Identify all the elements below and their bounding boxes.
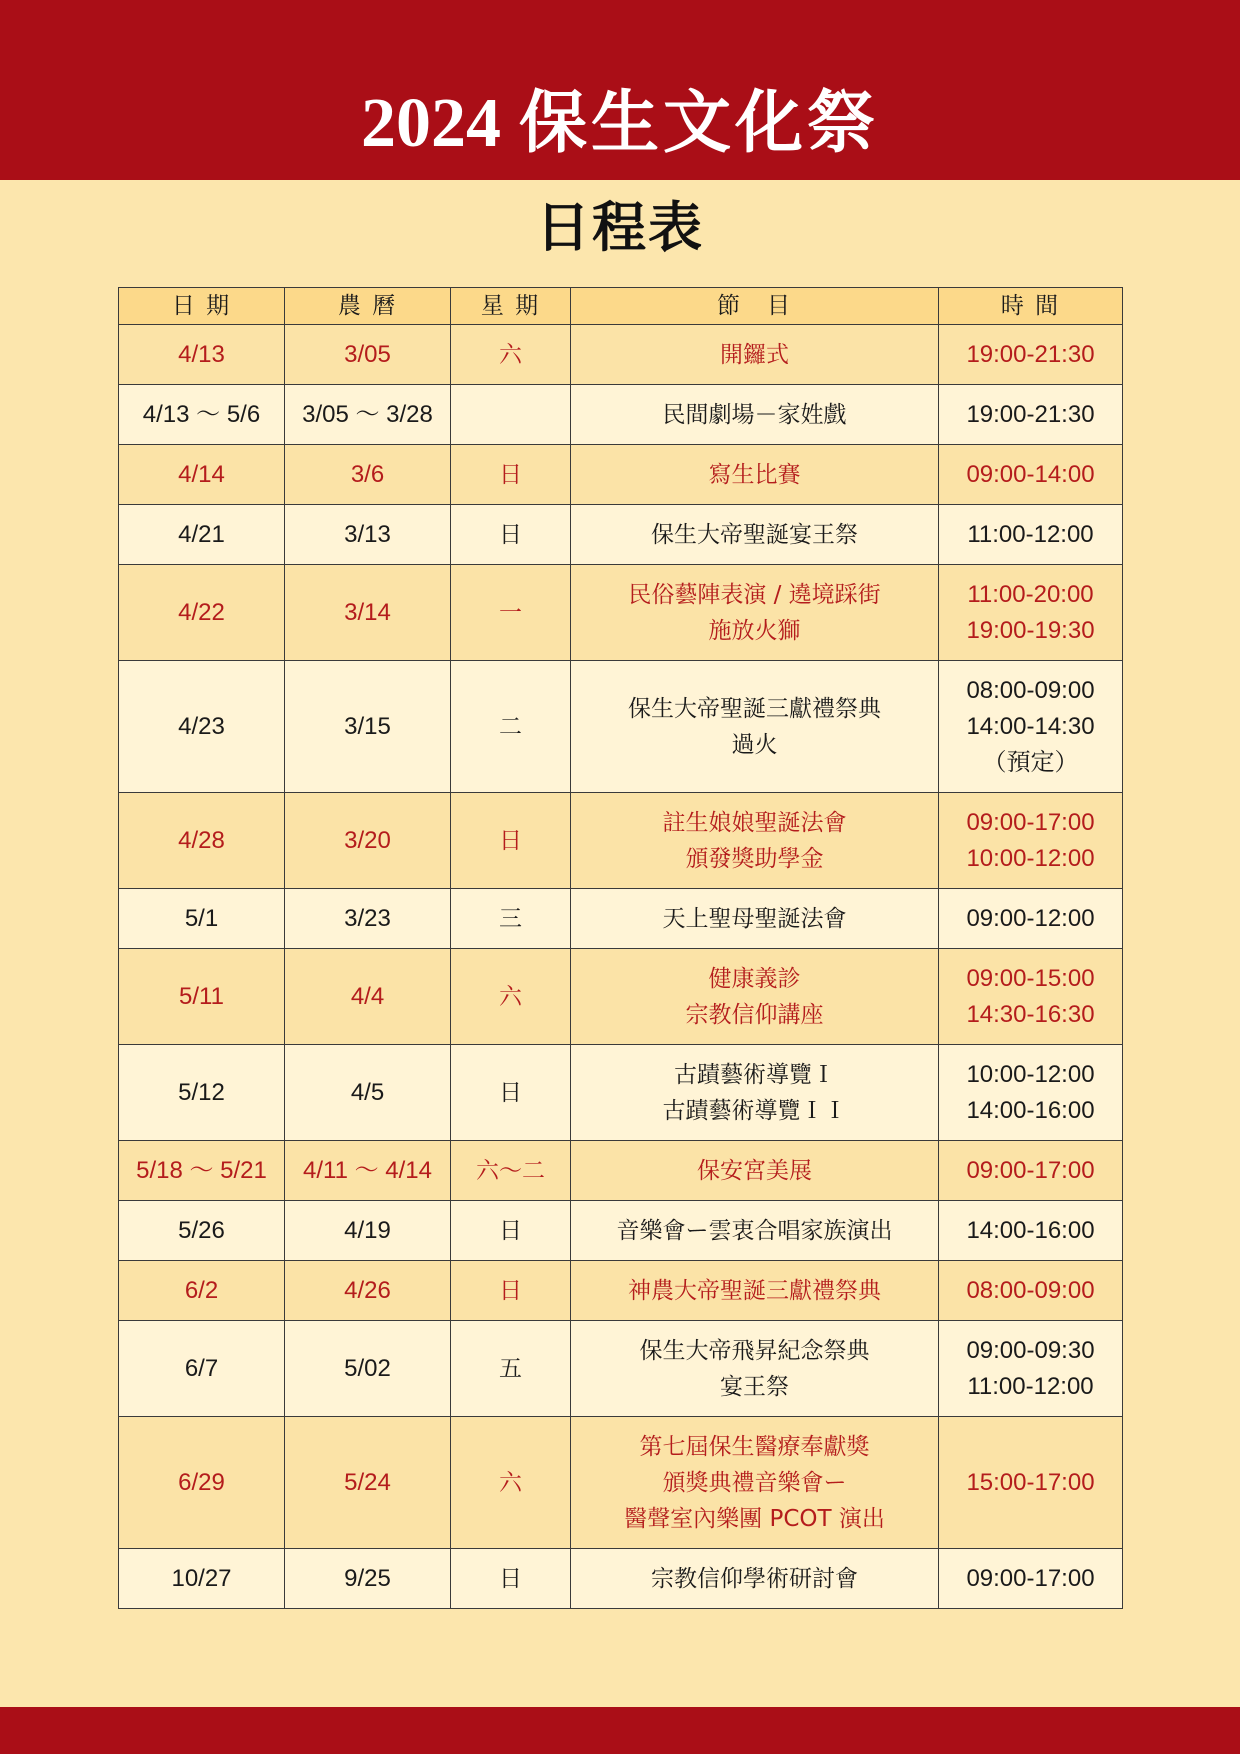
- time-line: 19:00-21:30: [966, 400, 1095, 428]
- table-header-row: [119, 288, 1123, 325]
- cell-date: 6/7: [119, 1321, 285, 1417]
- program-line: 宗教信仰學術研討會: [651, 1565, 858, 1592]
- table-row: [119, 889, 1123, 949]
- table-row: [119, 565, 1123, 661]
- time-line: 09:00-12:00: [966, 904, 1095, 932]
- cell-time: [939, 1141, 1123, 1201]
- column-header-program: 節 目: [571, 288, 939, 325]
- time-line: 09:00-15:00: [966, 964, 1095, 992]
- time-line: 08:00-09:00: [966, 1276, 1095, 1304]
- table-row: [119, 385, 1123, 445]
- table-row: [119, 1045, 1123, 1141]
- cell-weekday: 六: [451, 1417, 571, 1549]
- cell-weekday: 一: [451, 565, 571, 661]
- cell-time: [939, 661, 1123, 793]
- cell-time: [939, 325, 1123, 385]
- time-line: 19:00-21:30: [966, 340, 1095, 368]
- program-line: 音樂會ー雲衷合唱家族演出: [616, 1217, 893, 1244]
- cell-date: 5/11: [119, 949, 285, 1045]
- program-line: 健康義診: [708, 965, 801, 992]
- table-row: [119, 445, 1123, 505]
- cell-date: 5/1: [119, 889, 285, 949]
- time-line: 09:00-17:00: [966, 1564, 1095, 1592]
- cell-program: [571, 793, 939, 889]
- cell-weekday: [451, 385, 571, 445]
- cell-lunar: 4/11 ～ 4/14: [285, 1141, 451, 1201]
- cell-date: 4/21: [119, 505, 285, 565]
- table-row: [119, 793, 1123, 889]
- table-row: [119, 1141, 1123, 1201]
- program-line: 神農大帝聖誕三獻禮祭典: [628, 1277, 881, 1304]
- cell-weekday: 五: [451, 1321, 571, 1417]
- program-line: 民俗藝陣表演 / 遶境踩街: [628, 581, 881, 608]
- time-line: 14:30-16:30: [966, 1000, 1095, 1028]
- program-line: 天上聖母聖誕法會: [662, 905, 847, 932]
- cell-time: [939, 793, 1123, 889]
- cell-program: [571, 1201, 939, 1261]
- cell-program: [571, 661, 939, 793]
- cell-weekday: 三: [451, 889, 571, 949]
- program-line: 頒發獎助學金: [685, 845, 824, 872]
- title-name: 保生文化祭: [518, 83, 879, 163]
- column-header-lunar: 農 曆: [285, 288, 451, 325]
- cell-date: 5/12: [119, 1045, 285, 1141]
- cell-date: 4/13 ～ 5/6: [119, 385, 285, 445]
- cell-program: [571, 949, 939, 1045]
- cell-lunar: 9/25: [285, 1549, 451, 1609]
- cell-weekday: 日: [451, 1045, 571, 1141]
- table-row: [119, 1549, 1123, 1609]
- cell-time: [939, 1045, 1123, 1141]
- program-line: 醫聲室內樂團 PCOT 演出: [624, 1505, 885, 1532]
- cell-weekday: 日: [451, 1261, 571, 1321]
- cell-time: [939, 385, 1123, 445]
- cell-date: 4/14: [119, 445, 285, 505]
- cell-time: [939, 505, 1123, 565]
- program-line: 宴王祭: [720, 1373, 789, 1400]
- table-row: [119, 661, 1123, 793]
- time-line: （預定）: [982, 748, 1079, 776]
- table-row: [119, 949, 1123, 1045]
- cell-program: [571, 1141, 939, 1201]
- table-row: [119, 505, 1123, 565]
- program-line: 寫生比賽: [708, 461, 801, 488]
- program-line: 保生大帝聖誕三獻禮祭典: [628, 695, 881, 722]
- cell-weekday: 日: [451, 1201, 571, 1261]
- cell-lunar: 4/26: [285, 1261, 451, 1321]
- time-line: 14:00-14:30: [966, 712, 1095, 740]
- time-line: 09:00-09:30: [966, 1336, 1095, 1364]
- cell-time: [939, 445, 1123, 505]
- cell-lunar: 5/02: [285, 1321, 451, 1417]
- cell-date: 5/26: [119, 1201, 285, 1261]
- program-line: 古蹟藝術導覽ＩＩ: [662, 1097, 847, 1124]
- cell-date: 6/29: [119, 1417, 285, 1549]
- program-line: 民間劇場－家姓戲: [662, 401, 847, 428]
- time-line: 08:00-09:00: [966, 676, 1095, 704]
- program-line: 施放火獅: [708, 617, 801, 644]
- cell-program: [571, 1417, 939, 1549]
- program-line: 開鑼式: [720, 341, 789, 368]
- page-subtitle: 日程表: [536, 195, 704, 259]
- cell-date: 4/28: [119, 793, 285, 889]
- program-line: 保生大帝飛昇紀念祭典: [639, 1337, 870, 1364]
- cell-lunar: 4/5: [285, 1045, 451, 1141]
- cell-time: [939, 1417, 1123, 1549]
- time-line: 09:00-17:00: [966, 808, 1095, 836]
- cell-program: [571, 505, 939, 565]
- program-line: 宗教信仰講座: [685, 1001, 824, 1028]
- time-line: 11:00-12:00: [967, 1372, 1094, 1400]
- table-row: [119, 1417, 1123, 1549]
- table-row: [119, 325, 1123, 385]
- program-line: 頒獎典禮音樂會ー: [662, 1469, 847, 1496]
- cell-lunar: 3/14: [285, 565, 451, 661]
- cell-lunar: 4/19: [285, 1201, 451, 1261]
- cell-lunar: 3/05 ～ 3/28: [285, 385, 451, 445]
- cell-time: [939, 565, 1123, 661]
- time-line: 10:00-12:00: [966, 844, 1095, 872]
- table-row: [119, 1201, 1123, 1261]
- column-header-date: 日 期: [119, 288, 285, 325]
- cell-time: [939, 1549, 1123, 1609]
- schedule-table: [118, 287, 1123, 1609]
- schedule-body: [119, 325, 1123, 1609]
- cell-date: 6/2: [119, 1261, 285, 1321]
- program-line: 古蹟藝術導覽Ｉ: [674, 1061, 835, 1088]
- cell-date: 4/13: [119, 325, 285, 385]
- time-line: 19:00-19:30: [966, 616, 1095, 644]
- column-header-weekday: 星 期: [451, 288, 571, 325]
- time-line: 15:00-17:00: [966, 1468, 1095, 1496]
- cell-program: [571, 565, 939, 661]
- cell-time: [939, 949, 1123, 1045]
- cell-program: [571, 1261, 939, 1321]
- program-line: 過火: [731, 731, 778, 758]
- cell-date: 4/23: [119, 661, 285, 793]
- page-title: [0, 78, 1240, 168]
- time-line: 09:00-17:00: [966, 1156, 1095, 1184]
- cell-weekday: 日: [451, 505, 571, 565]
- cell-weekday: 六: [451, 949, 571, 1045]
- table-row: [119, 1261, 1123, 1321]
- program-line: 第七屆保生醫療奉獻獎: [639, 1433, 870, 1460]
- cell-weekday: 六～二: [451, 1141, 571, 1201]
- bottom-banner: [0, 1707, 1240, 1754]
- cell-weekday: 六: [451, 325, 571, 385]
- time-line: 11:00-20:00: [967, 580, 1094, 608]
- column-header-time: 時 間: [939, 288, 1123, 325]
- cell-time: [939, 1261, 1123, 1321]
- program-line: 註生娘娘聖誕法會: [662, 809, 847, 836]
- cell-lunar: 4/4: [285, 949, 451, 1045]
- cell-lunar: 3/6: [285, 445, 451, 505]
- cell-program: [571, 1549, 939, 1609]
- time-line: 11:00-12:00: [967, 520, 1094, 548]
- program-line: 保安宮美展: [697, 1157, 812, 1184]
- cell-date: 4/22: [119, 565, 285, 661]
- time-line: 14:00-16:00: [966, 1096, 1095, 1124]
- cell-time: [939, 1321, 1123, 1417]
- cell-lunar: 3/05: [285, 325, 451, 385]
- time-line: 09:00-14:00: [966, 460, 1095, 488]
- table-row: [119, 1321, 1123, 1417]
- cell-weekday: 二: [451, 661, 571, 793]
- cell-date: 10/27: [119, 1549, 285, 1609]
- cell-lunar: 3/23: [285, 889, 451, 949]
- cell-date: 5/18 ～ 5/21: [119, 1141, 285, 1201]
- cell-weekday: 日: [451, 793, 571, 889]
- cell-program: [571, 385, 939, 445]
- cell-program: [571, 1321, 939, 1417]
- cell-weekday: 日: [451, 445, 571, 505]
- cell-lunar: 3/20: [285, 793, 451, 889]
- cell-program: [571, 1045, 939, 1141]
- cell-program: [571, 325, 939, 385]
- cell-time: [939, 889, 1123, 949]
- cell-lunar: 3/13: [285, 505, 451, 565]
- cell-lunar: 5/24: [285, 1417, 451, 1549]
- time-line: 14:00-16:00: [966, 1216, 1095, 1244]
- title-year: 2024: [360, 85, 501, 162]
- cell-lunar: 3/15: [285, 661, 451, 793]
- cell-program: [571, 445, 939, 505]
- time-line: 10:00-12:00: [966, 1060, 1095, 1088]
- cell-weekday: 日: [451, 1549, 571, 1609]
- program-line: 保生大帝聖誕宴王祭: [651, 521, 858, 548]
- cell-time: [939, 1201, 1123, 1261]
- cell-program: [571, 889, 939, 949]
